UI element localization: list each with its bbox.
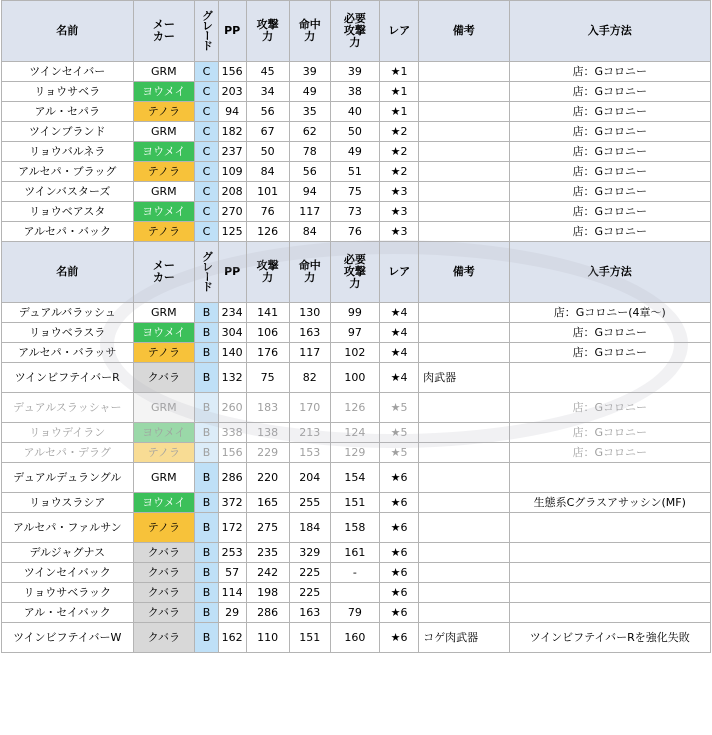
rarity-cell: ★3 (380, 182, 419, 202)
required-attack-cell: 124 (330, 423, 379, 443)
required-attack-cell: 160 (330, 623, 379, 653)
grade-cell: B (195, 583, 219, 603)
weapon-name: ツインビフテイバーW (2, 623, 134, 653)
rarity-cell: ★2 (380, 162, 419, 182)
weapon-table-body (2, 1, 711, 653)
note-cell (419, 463, 509, 493)
note-cell (419, 303, 509, 323)
note-cell (419, 222, 509, 242)
required-attack-cell: 79 (330, 603, 379, 623)
maker-cell: テノラ (133, 222, 195, 242)
attack-cell: 110 (246, 623, 289, 653)
header-rare: レア (380, 1, 419, 62)
header-name: 名前 (2, 242, 134, 303)
pp-cell: 234 (218, 303, 246, 323)
grade-cell: C (195, 222, 219, 242)
rarity-cell: ★6 (380, 583, 419, 603)
required-attack-cell: 126 (330, 393, 379, 423)
rarity-cell: ★6 (380, 603, 419, 623)
accuracy-cell: 170 (289, 393, 330, 423)
weapon-name: リョウバルネラ (2, 142, 134, 162)
table-row (2, 162, 711, 182)
weapon-name: アル・セイバック (2, 603, 134, 623)
weapon-name: ツインバスターズ (2, 182, 134, 202)
required-attack-cell: 97 (330, 323, 379, 343)
grade-cell: C (195, 62, 219, 82)
source-cell: 店：Gコロニー(4章〜) (509, 303, 710, 323)
attack-cell: 76 (246, 202, 289, 222)
required-attack-cell: 38 (330, 82, 379, 102)
maker-cell: クバラ (133, 623, 195, 653)
attack-cell: 229 (246, 443, 289, 463)
note-cell (419, 162, 509, 182)
table-row (2, 303, 711, 323)
pp-cell: 208 (218, 182, 246, 202)
required-attack-cell: 100 (330, 363, 379, 393)
pp-cell: 372 (218, 493, 246, 513)
note-cell (419, 182, 509, 202)
maker-cell: テノラ (133, 343, 195, 363)
note-cell (419, 583, 509, 603)
grade-cell: B (195, 343, 219, 363)
accuracy-cell: 62 (289, 122, 330, 142)
attack-cell: 56 (246, 102, 289, 122)
maker-cell: ヨウメイ (133, 423, 195, 443)
source-cell: 店：Gコロニー (509, 343, 710, 363)
accuracy-cell: 204 (289, 463, 330, 493)
rarity-cell: ★6 (380, 563, 419, 583)
note-cell (419, 443, 509, 463)
accuracy-cell: 329 (289, 543, 330, 563)
pp-cell: 270 (218, 202, 246, 222)
grade-cell: B (195, 623, 219, 653)
table-row (2, 122, 711, 142)
header-req: 必要 攻撃 力 (330, 242, 379, 303)
required-attack-cell: 161 (330, 543, 379, 563)
header-atk: 攻撃 力 (246, 242, 289, 303)
grade-cell: C (195, 202, 219, 222)
header-row (2, 1, 711, 62)
rarity-cell: ★6 (380, 463, 419, 493)
accuracy-cell: 184 (289, 513, 330, 543)
source-cell: 店：Gコロニー (509, 423, 710, 443)
table-row (2, 493, 711, 513)
note-cell (419, 393, 509, 423)
table-row (2, 343, 711, 363)
source-cell: 店：Gコロニー (509, 142, 710, 162)
note-cell (419, 563, 509, 583)
header-req: 必要 攻撃 力 (330, 1, 379, 62)
required-attack-cell: 51 (330, 162, 379, 182)
header-grade-label: グレード (200, 9, 214, 50)
weapon-name: デュアルデュラングル (2, 463, 134, 493)
maker-cell: テノラ (133, 443, 195, 463)
maker-cell: ヨウメイ (133, 142, 195, 162)
attack-cell: 45 (246, 62, 289, 82)
source-cell (509, 603, 710, 623)
header-acc: 命中 力 (289, 242, 330, 303)
pp-cell: 237 (218, 142, 246, 162)
source-cell: 店：Gコロニー (509, 182, 710, 202)
attack-cell: 198 (246, 583, 289, 603)
pp-cell: 156 (218, 443, 246, 463)
table-row (2, 583, 711, 603)
pp-cell: 94 (218, 102, 246, 122)
source-cell (509, 513, 710, 543)
weapon-name: アル・セパラ (2, 102, 134, 122)
header-row (2, 242, 711, 303)
pp-cell: 125 (218, 222, 246, 242)
rarity-cell: ★1 (380, 82, 419, 102)
source-cell (509, 543, 710, 563)
accuracy-cell: 82 (289, 363, 330, 393)
note-cell (419, 122, 509, 142)
weapon-name: アルセパ・ブラッグ (2, 162, 134, 182)
required-attack-cell: 158 (330, 513, 379, 543)
table-row (2, 393, 711, 423)
accuracy-cell: 117 (289, 343, 330, 363)
attack-cell: 165 (246, 493, 289, 513)
pp-cell: 260 (218, 393, 246, 423)
maker-cell: クバラ (133, 363, 195, 393)
source-cell: 店：Gコロニー (509, 102, 710, 122)
attack-cell: 84 (246, 162, 289, 182)
required-attack-cell: 49 (330, 142, 379, 162)
pp-cell: 29 (218, 603, 246, 623)
attack-cell: 220 (246, 463, 289, 493)
accuracy-cell: 151 (289, 623, 330, 653)
attack-cell: 138 (246, 423, 289, 443)
required-attack-cell: 76 (330, 222, 379, 242)
weapon-table (1, 0, 711, 653)
accuracy-cell: 225 (289, 563, 330, 583)
grade-cell: B (195, 563, 219, 583)
grade-cell: B (195, 463, 219, 493)
required-attack-cell: 73 (330, 202, 379, 222)
accuracy-cell: 213 (289, 423, 330, 443)
weapon-name: デュアルバラッシュ (2, 303, 134, 323)
source-cell (509, 363, 710, 393)
weapon-name: アルセパ・デラグ (2, 443, 134, 463)
attack-cell: 34 (246, 82, 289, 102)
rarity-cell: ★6 (380, 623, 419, 653)
grade-cell: B (195, 543, 219, 563)
attack-cell: 242 (246, 563, 289, 583)
weapon-name: リョウデイラン (2, 423, 134, 443)
accuracy-cell: 39 (289, 62, 330, 82)
header-source: 入手方法 (509, 1, 710, 62)
header-rare: レア (380, 242, 419, 303)
rarity-cell: ★5 (380, 443, 419, 463)
grade-cell: B (195, 423, 219, 443)
maker-cell: クバラ (133, 543, 195, 563)
source-cell: 店：Gコロニー (509, 443, 710, 463)
header-atk: 攻撃 力 (246, 1, 289, 62)
accuracy-cell: 225 (289, 583, 330, 603)
weapon-name: ツインブランド (2, 122, 134, 142)
required-attack-cell: 129 (330, 443, 379, 463)
rarity-cell: ★5 (380, 423, 419, 443)
note-cell (419, 82, 509, 102)
table-row (2, 543, 711, 563)
header-acc: 命中 力 (289, 1, 330, 62)
table-row (2, 323, 711, 343)
maker-cell: GRM (133, 303, 195, 323)
weapon-name: デュアルスラッシャー (2, 393, 134, 423)
weapon-name: ツインセイバー (2, 62, 134, 82)
grade-cell: B (195, 513, 219, 543)
table-row (2, 463, 711, 493)
required-attack-cell (330, 583, 379, 603)
table-row (2, 182, 711, 202)
pp-cell: 286 (218, 463, 246, 493)
maker-cell: GRM (133, 393, 195, 423)
attack-cell: 235 (246, 543, 289, 563)
source-cell: 店：Gコロニー (509, 202, 710, 222)
note-cell: コゲ肉武器 (419, 623, 509, 653)
pp-cell: 162 (218, 623, 246, 653)
accuracy-cell: 78 (289, 142, 330, 162)
rarity-cell: ★4 (380, 343, 419, 363)
rarity-cell: ★6 (380, 513, 419, 543)
pp-cell: 203 (218, 82, 246, 102)
attack-cell: 50 (246, 142, 289, 162)
accuracy-cell: 49 (289, 82, 330, 102)
grade-cell: B (195, 323, 219, 343)
maker-cell: ヨウメイ (133, 323, 195, 343)
accuracy-cell: 255 (289, 493, 330, 513)
rarity-cell: ★2 (380, 122, 419, 142)
note-cell (419, 423, 509, 443)
weapon-name: リョウサベラック (2, 583, 134, 603)
source-cell: 生態系Cグラスアサッシン(MF) (509, 493, 710, 513)
grade-cell: B (195, 303, 219, 323)
note-cell (419, 543, 509, 563)
required-attack-cell: 40 (330, 102, 379, 122)
required-attack-cell: 50 (330, 122, 379, 142)
table-row (2, 222, 711, 242)
rarity-cell: ★6 (380, 493, 419, 513)
grade-cell: B (195, 603, 219, 623)
pp-cell: 109 (218, 162, 246, 182)
note-cell (419, 323, 509, 343)
accuracy-cell: 130 (289, 303, 330, 323)
header-grade (195, 1, 219, 62)
table-row (2, 62, 711, 82)
weapon-name: アルセパ・バラッサ (2, 343, 134, 363)
maker-cell: テノラ (133, 102, 195, 122)
source-cell: ツインビフテイバーRを強化失敗 (509, 623, 710, 653)
accuracy-cell: 35 (289, 102, 330, 122)
rarity-cell: ★4 (380, 363, 419, 393)
source-cell: 店：Gコロニー (509, 393, 710, 423)
required-attack-cell: - (330, 563, 379, 583)
note-cell (419, 493, 509, 513)
table-row (2, 82, 711, 102)
table-row (2, 423, 711, 443)
pp-cell: 182 (218, 122, 246, 142)
attack-cell: 75 (246, 363, 289, 393)
note-cell (419, 603, 509, 623)
table-row (2, 623, 711, 653)
rarity-cell: ★5 (380, 393, 419, 423)
pp-cell: 140 (218, 343, 246, 363)
pp-cell: 253 (218, 543, 246, 563)
header-note: 備考 (419, 1, 509, 62)
grade-cell: C (195, 82, 219, 102)
maker-cell: GRM (133, 182, 195, 202)
attack-cell: 141 (246, 303, 289, 323)
note-cell (419, 62, 509, 82)
note-cell (419, 102, 509, 122)
rarity-cell: ★6 (380, 543, 419, 563)
accuracy-cell: 163 (289, 323, 330, 343)
maker-cell: ヨウメイ (133, 82, 195, 102)
header-note: 備考 (419, 242, 509, 303)
source-cell: 店：Gコロニー (509, 122, 710, 142)
weapon-name: ツインセイバック (2, 563, 134, 583)
note-cell (419, 513, 509, 543)
accuracy-cell: 84 (289, 222, 330, 242)
source-cell: 店：Gコロニー (509, 323, 710, 343)
pp-cell: 156 (218, 62, 246, 82)
weapon-name: リョウベラスラ (2, 323, 134, 343)
pp-cell: 304 (218, 323, 246, 343)
rarity-cell: ★1 (380, 62, 419, 82)
maker-cell: クバラ (133, 563, 195, 583)
maker-cell: ヨウメイ (133, 493, 195, 513)
header-grade (195, 242, 219, 303)
grade-cell: C (195, 122, 219, 142)
note-cell (419, 202, 509, 222)
weapon-name: デルジャグナス (2, 543, 134, 563)
attack-cell: 67 (246, 122, 289, 142)
maker-cell: GRM (133, 463, 195, 493)
required-attack-cell: 75 (330, 182, 379, 202)
maker-cell: GRM (133, 122, 195, 142)
accuracy-cell: 56 (289, 162, 330, 182)
pp-cell: 172 (218, 513, 246, 543)
header-name: 名前 (2, 1, 134, 62)
maker-cell: クバラ (133, 603, 195, 623)
required-attack-cell: 151 (330, 493, 379, 513)
table-row (2, 102, 711, 122)
attack-cell: 126 (246, 222, 289, 242)
header-maker: メー カー (133, 242, 195, 303)
grade-cell: C (195, 142, 219, 162)
note-cell: 肉武器 (419, 363, 509, 393)
table-row (2, 603, 711, 623)
source-cell (509, 563, 710, 583)
rarity-cell: ★4 (380, 323, 419, 343)
accuracy-cell: 94 (289, 182, 330, 202)
attack-cell: 275 (246, 513, 289, 543)
source-cell: 店：Gコロニー (509, 222, 710, 242)
maker-cell: ヨウメイ (133, 202, 195, 222)
maker-cell: クバラ (133, 583, 195, 603)
grade-cell: C (195, 102, 219, 122)
rarity-cell: ★3 (380, 222, 419, 242)
grade-cell: B (195, 493, 219, 513)
source-cell (509, 583, 710, 603)
rarity-cell: ★4 (380, 303, 419, 323)
rarity-cell: ★1 (380, 102, 419, 122)
table-row (2, 513, 711, 543)
required-attack-cell: 39 (330, 62, 379, 82)
rarity-cell: ★2 (380, 142, 419, 162)
accuracy-cell: 153 (289, 443, 330, 463)
required-attack-cell: 154 (330, 463, 379, 493)
required-attack-cell: 99 (330, 303, 379, 323)
note-cell (419, 343, 509, 363)
required-attack-cell: 102 (330, 343, 379, 363)
table-row (2, 202, 711, 222)
weapon-name: リョウサベラ (2, 82, 134, 102)
table-row (2, 443, 711, 463)
table-row (2, 363, 711, 393)
rarity-cell: ★3 (380, 202, 419, 222)
source-cell: 店：Gコロニー (509, 82, 710, 102)
attack-cell: 101 (246, 182, 289, 202)
grade-cell: C (195, 162, 219, 182)
header-pp: PP (218, 242, 246, 303)
note-cell (419, 142, 509, 162)
attack-cell: 183 (246, 393, 289, 423)
accuracy-cell: 117 (289, 202, 330, 222)
attack-cell: 286 (246, 603, 289, 623)
attack-cell: 176 (246, 343, 289, 363)
maker-cell: GRM (133, 62, 195, 82)
pp-cell: 114 (218, 583, 246, 603)
grade-cell: C (195, 182, 219, 202)
header-pp: PP (218, 1, 246, 62)
table-row (2, 563, 711, 583)
header-source: 入手方法 (509, 242, 710, 303)
weapon-name: アルセパ・バック (2, 222, 134, 242)
weapon-name: ツインビフテイバーR (2, 363, 134, 393)
pp-cell: 338 (218, 423, 246, 443)
source-cell: 店：Gコロニー (509, 162, 710, 182)
header-maker: メー カー (133, 1, 195, 62)
table-row (2, 142, 711, 162)
source-cell (509, 463, 710, 493)
pp-cell: 132 (218, 363, 246, 393)
weapon-name: リョウベアスタ (2, 202, 134, 222)
grade-cell: B (195, 443, 219, 463)
grade-cell: B (195, 363, 219, 393)
weapon-name: リョウスラシア (2, 493, 134, 513)
maker-cell: テノラ (133, 513, 195, 543)
grade-cell: B (195, 393, 219, 423)
header-grade-label: グレード (200, 250, 214, 291)
weapon-name: アルセパ・ファルサン (2, 513, 134, 543)
attack-cell: 106 (246, 323, 289, 343)
accuracy-cell: 163 (289, 603, 330, 623)
pp-cell: 57 (218, 563, 246, 583)
source-cell: 店：Gコロニー (509, 62, 710, 82)
maker-cell: テノラ (133, 162, 195, 182)
